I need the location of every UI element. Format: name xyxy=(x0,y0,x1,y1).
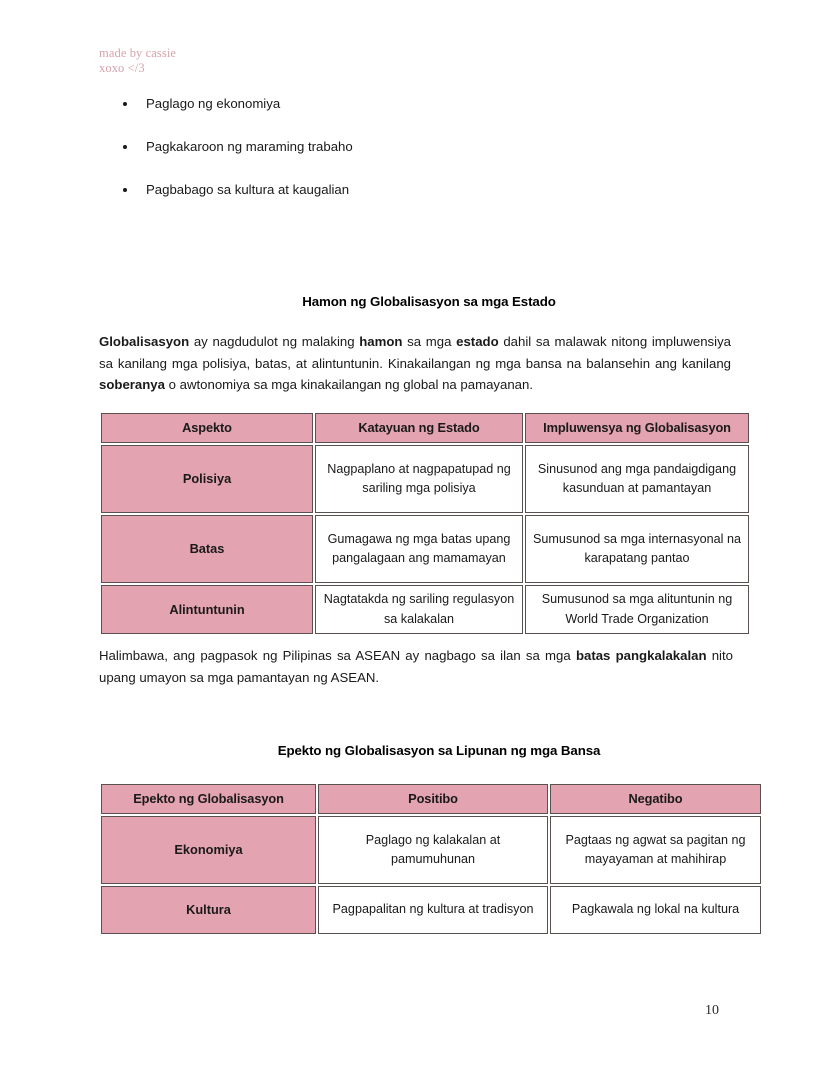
watermark-line-2: xoxo </3 xyxy=(99,61,145,75)
watermark-line-1: made by cassie xyxy=(99,46,177,60)
table-row xyxy=(101,816,761,884)
row-label: Ekonomiya xyxy=(101,816,316,884)
paragraph-hamon: Globalisasyon ay nagdudulot ng malaking hamon sa mga estado dahil sa malawak nitong impluwensiya sa kanilang mga polisiya, batas, at alintuntunin. Kinakailangan ng mga bansa na balansehin ang kanilang soberanya o awtonomiya sa mga kinakailangan ng global na pamayanan. xyxy=(99,334,732,392)
table-cell: Pagkawala ng lokal na kultura xyxy=(550,886,761,934)
table-hamon-ng-globalisasyon xyxy=(99,411,751,636)
table-cell: Nagtatakda ng sariling regulasyon sa kalakalan xyxy=(315,585,523,634)
column-header: Impluwensya ng Globalisasyon xyxy=(525,413,749,443)
table-cell: Sumusunod sa mga internasyonal na karapatang pantao xyxy=(525,515,749,583)
table-cell: Pagpapalitan ng kultura at tradisyon xyxy=(318,886,548,934)
table-header-row xyxy=(101,784,761,814)
table-row xyxy=(101,445,749,513)
table-cell: Nagpaplano at nagpapatupad ng sariling mga polisiya xyxy=(315,445,523,513)
table-epekto-ng-globalisasyon xyxy=(99,782,763,936)
table-cell: Pagtaas ng agwat sa pagitan ng mayayaman at mahihirap xyxy=(550,816,761,884)
column-header: Positibo xyxy=(318,784,548,814)
list-item: Pagkakaroon ng maraming trabaho xyxy=(99,139,759,155)
table-cell: Sinusunod ang mga pandaigdigang kasunduan at pamantayan xyxy=(525,445,749,513)
bullet-list xyxy=(99,96,759,225)
column-header: Epekto ng Globalisasyon xyxy=(101,784,316,814)
table-row xyxy=(101,515,749,583)
list-item: Paglago ng ekonomiya xyxy=(99,96,759,112)
row-label: Alintuntunin xyxy=(101,585,313,634)
page-number: 10 xyxy=(705,1003,719,1018)
author-watermark xyxy=(99,46,176,76)
section-heading-epekto: Epekto ng Globalisasyon sa Lipunan ng mga Bansa xyxy=(277,743,601,758)
row-label: Batas xyxy=(101,515,313,583)
table-cell: Paglago ng kalakalan at pamumuhunan xyxy=(318,816,548,884)
section-heading-hamon: Hamon ng Globalisasyon sa mga Estado xyxy=(302,294,556,309)
column-header: Aspekto xyxy=(101,413,313,443)
row-label: Polisiya xyxy=(101,445,313,513)
paragraph-halimbawa: Halimbawa, ang pagpasok ng Pilipinas sa ASEAN ay nagbago sa ilan sa mga batas pangkalakalan nito upang umayon sa mga pamantayan ng ASEAN. xyxy=(99,648,733,685)
table-row xyxy=(101,585,749,634)
column-header: Negatibo xyxy=(550,784,761,814)
table-row xyxy=(101,886,761,934)
list-item: Pagbabago sa kultura at kaugalian xyxy=(99,182,759,198)
column-header: Katayuan ng Estado xyxy=(315,413,523,443)
table-cell: Gumagawa ng mga batas upang pangalagaan ang mamamayan xyxy=(315,515,523,583)
table-cell: Sumusunod sa mga alituntunin ng World Trade Organization xyxy=(525,585,749,634)
table-header-row xyxy=(101,413,749,443)
row-label: Kultura xyxy=(101,886,316,934)
